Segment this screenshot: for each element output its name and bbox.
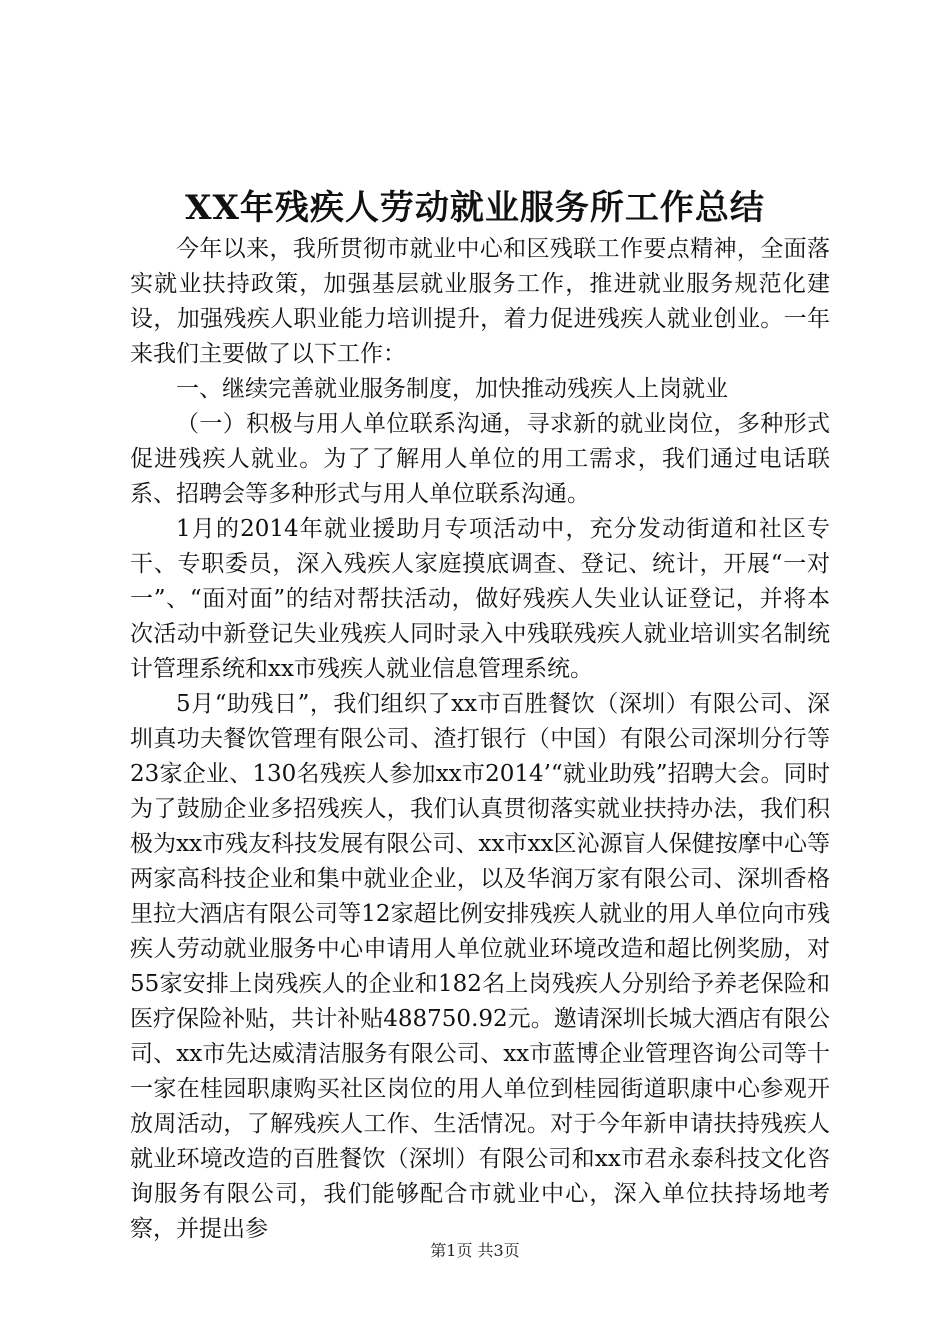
section-heading-1: 一、继续完善就业服务制度，加快推动残疾人上岗就业 [176, 376, 728, 402]
subsection-paragraph-1: （一）积极与用人单位联系沟通，寻求新的就业岗位，多种形式促进残疾人就业。为了了解用人单位的用工需求，我们通过电话联系、招聘会等多种形式与用人单位联系沟通。 [130, 411, 830, 507]
document-title: XX年残疾人劳动就业服务所工作总结 [185, 188, 765, 228]
document-body [130, 232, 830, 1247]
intro-paragraph: 今年以来，我所贯彻市就业中心和区残联工作要点精神，全面落实就业扶持政策，加强基层就业服务工作，推进就业服务规范化建设，加强残疾人职业能力培训提升，着力促进残疾人就业创业。一年来我们主要做了以下工作： [130, 236, 830, 367]
body-paragraph-may: 5月“助残日”，我们组织了xx市百胜餐饮（深圳）有限公司、深圳真功夫餐饮管理有限公司、渣打银行（中国）有限公司深圳分行等23家企业、130名残疾人参加xx市2014’“就业助残”招聘大会。同时为了鼓励企业多招残疾人，我们认真贯彻落实就业扶持办法，我们积极为xx市残友科技发展有限公司、xx市xx区沁源盲人保健按摩中心等两家高科技企业和集中就业企业，以及华润万家有限公司、深圳香格里拉大酒店有限公司等12家超比例安排残疾人就业的用人单位向市残疾人劳动就业服务中心申请用人单位就业环境改造和超比例奖励，对55家安排上岗残疾人的企业和182名上岗残疾人分别给予养老保险和医疗保险补贴，共计补贴488750.92元。邀请深圳长城大酒店有限公司、xx市先达威清洁服务有限公司、xx市蓝博企业管理咨询公司等十一家在桂园职康购买社区岗位的用人单位到桂园街道职康中心参观开放周活动，了解残疾人工作、生活情况。对于今年新申请扶持残疾人就业环境改造的百胜餐饮（深圳）有限公司和xx市君永泰科技文化咨询服务有限公司，我们能够配合市就业中心，深入单位扶持场地考察，并提出参 [130, 691, 830, 1242]
body-paragraph-january: 1月的2014年就业援助月专项活动中，充分发动街道和社区专干、专职委员，深入残疾人家庭摸底调查、登记、统计，开展“一对一”、“面对面”的结对帮扶活动，做好残疾人失业认证登记，并将本次活动中新登记失业残疾人同时录入中残联残疾人就业培训实名制统计管理系统和xx市残疾人就业信息管理系统。 [130, 516, 830, 682]
page-footer: 第1页 共3页 [430, 1241, 520, 1260]
